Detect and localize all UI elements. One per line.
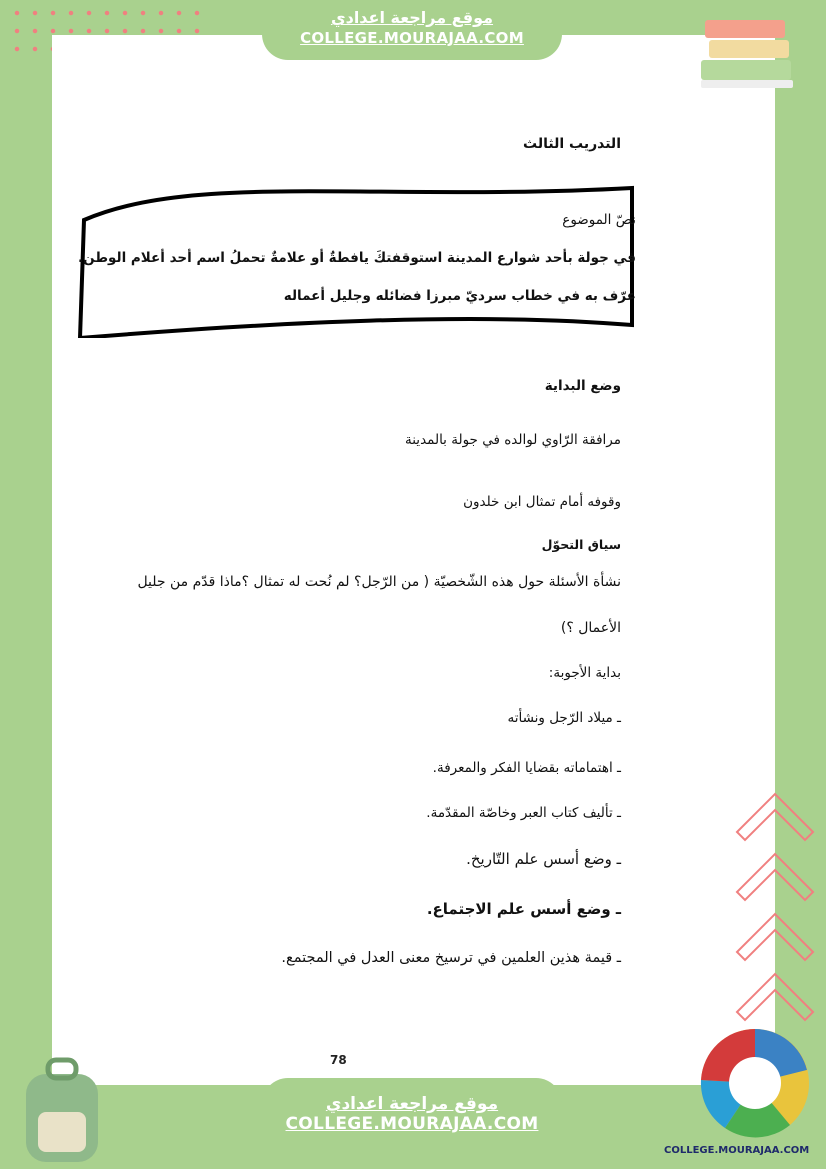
header-site-url[interactable]: COLLEGE.MOURAJAA.COM: [300, 29, 524, 47]
page-number: 78: [330, 1053, 347, 1067]
answer-item: ـ قيمة هذين العلمين في ترسيخ معنى العدل في المجتمع.: [281, 950, 621, 966]
chevron-up-decoration-icon: [735, 790, 815, 1030]
header-site-name: موقع مراجعة اعدادي: [330, 8, 494, 27]
footer-site-name: موقع مراجعة اعدادي: [325, 1094, 499, 1114]
logo-url: COLLEGE.MOURAJAA.COM: [664, 1145, 810, 1156]
education-wheel-logo: [695, 1025, 815, 1140]
section-start-heading: وضع البداية: [544, 378, 621, 394]
transition-line-2: الأعمال ؟): [560, 620, 621, 636]
answer-item: ـ تأليف كتاب العبر وخاصّة المقدّمة.: [426, 805, 621, 821]
topic-label: نصّ الموضوع: [562, 212, 636, 228]
topic-line-2: عرّف به في خطاب سرديّ مبرزا فضائله وجليل أعماله: [283, 288, 636, 304]
transition-line-1: نشأة الأسئلة حول هذه الشّخصيّة ( من الرّجل؟ لم نُحت له تمثال ؟ماذا قدّم من جليل: [137, 574, 621, 590]
topic-line-1: في جولة بأحد شوارع المدينة استوقفتكَ يافطةٌ أو علامةٌ تحملُ اسم أحد أعلام الوطن.: [78, 250, 636, 266]
backpack-icon: [12, 1052, 112, 1167]
answers-label: بداية الأجوبة:: [548, 665, 621, 681]
start-line-2: وقوفه أمام تمثال ابن خلدون: [463, 494, 621, 510]
footer-site-url[interactable]: COLLEGE.MOURAJAA.COM: [285, 1114, 539, 1134]
answer-item: ـ وضع أسس علم الاجتماع.: [426, 900, 621, 918]
exercise-title: التدريب الثالث: [523, 136, 621, 152]
answer-item: ـ ميلاد الرّجل ونشأته: [507, 710, 621, 726]
books-icon: [695, 12, 805, 92]
header-banner: [262, 0, 562, 60]
answer-item: ـ اهتماماته بقضايا الفكر والمعرفة.: [432, 760, 621, 776]
answer-item: ـ وضع أسس علم التّاريخ.: [466, 850, 621, 868]
footer-banner: [262, 1078, 562, 1169]
start-line-1: مرافقة الرّاوي لوالده في جولة بالمدينة: [405, 432, 621, 448]
section-transition-heading: سياق التحوّل: [541, 537, 621, 552]
